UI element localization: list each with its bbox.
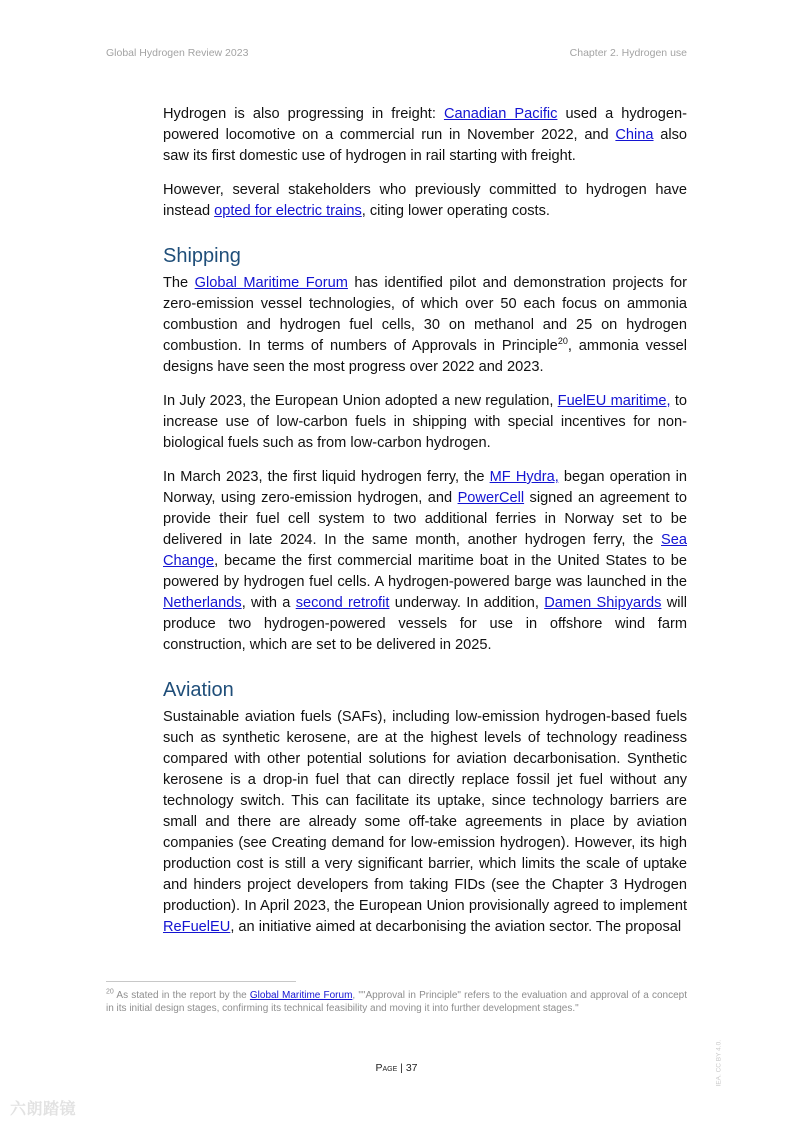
paragraph-shipping-projects: The Global Maritime Forum has identified pilot and demonstration projects for zero-emission vessel technologies, of which over 50 each focus on ammonia combustion and hydrogen fuel cells, 30 on methanol and 25 on hydrogen combustion. In terms of numbers of Approvals in Principle$^{20}$, ammonia vessel designs have seen the most progress over 2022 and 2023. bbox=[163, 275, 688, 375]
main-content bbox=[163, 104, 687, 951]
paragraph-electric-trains: However, several stakeholders who previously committed to hydrogen have instead opted for electric trains, citing lower operating costs. bbox=[163, 182, 687, 219]
footnote-separator bbox=[106, 981, 296, 982]
page-number: Page | 37 bbox=[375, 1062, 418, 1074]
link-second-retrofit[interactable]: second retrofit bbox=[295, 595, 390, 611]
footnote-20: $^{20}$ As stated in the report by the Global Maritime Forum, ""Approval in Principle" refers to the evaluation and approval of a concept in its initial design stages, confirming its technical feasibility and moving it into further development stages." bbox=[106, 988, 687, 1014]
link-powercell[interactable]: PowerCell bbox=[457, 490, 525, 506]
page-number-value: 37 bbox=[405, 1062, 418, 1074]
footnote-link-global-maritime-forum[interactable]: Global Maritime Forum bbox=[249, 990, 353, 1001]
paragraph-hydrogen-ferries: In March 2023, the first liquid hydrogen ferry, the MF Hydra, began operation in Norway, using zero-emission hydrogen, and PowerCell signed an agreement to provide their fuel cell system to two additional ferries in Norway set to be delivered in late 2024. In the same month, another hydrogen ferry, the Sea Change, became the first commercial maritime boat in the United States to be powered by hydrogen fuel cells. A hydrogen-powered barge was launched in the Netherlands, with a second retrofit underway. In addition, Damen Shipyards will produce two hydrogen-powered vessels for use in offshore wind farm construction, which are set to be delivered in 2025. bbox=[163, 469, 687, 653]
link-mf-hydra[interactable]: MF Hydra, bbox=[489, 469, 559, 485]
link-global-maritime-forum[interactable]: Global Maritime Forum bbox=[194, 275, 348, 291]
license-note: IEA. CC BY 4.0. bbox=[715, 1040, 722, 1087]
footnote-ref-20[interactable]: 20 bbox=[557, 336, 568, 347]
running-header-title: Global Hydrogen Review 2023 bbox=[106, 47, 249, 59]
link-fueleu-maritime[interactable]: FuelEU maritime, bbox=[557, 393, 671, 409]
watermark-logo: 六朗踏镜 bbox=[10, 1101, 77, 1118]
heading-aviation: Aviation bbox=[163, 679, 234, 701]
paragraph-rail-freight: Hydrogen is also progressing in freight: Canadian Pacific used a hydrogen-powered locomotive on a commercial run in November 2022, and China also saw its first domestic use of hydrogen in rail starting with freight. bbox=[163, 106, 688, 164]
link-damen-shipyards[interactable]: Damen Shipyards bbox=[544, 595, 662, 611]
link-electric-trains[interactable]: opted for electric trains bbox=[214, 203, 362, 219]
link-sea-change[interactable]: Sea Change bbox=[163, 532, 687, 569]
link-china[interactable]: China bbox=[615, 127, 654, 143]
running-header-chapter: Chapter 2. Hydrogen use bbox=[569, 47, 687, 59]
heading-shipping: Shipping bbox=[163, 245, 241, 267]
paragraph-aviation-safs: Sustainable aviation fuels (SAFs), including low-emission hydrogen-based fuels such as synthetic kerosene, are at the highest levels of technology readiness compared with other potential solutions for aviation decarbonisation. Synthetic kerosene is a drop-in fuel that can directly replace fossil jet fuel without any technology switch. This can facilitate its uptake, since technology barriers are small and there are already some off-take agreements in place by aviation companies (see Creating demand for low-emission hydrogen). However, its high production cost is still a very significant barrier, which limits the scale of uptake and hinders project developers from taking FIDs (see the Chapter 3 Hydrogen production). In April 2023, the European Union provisionally agreed to implement ReFuelEU, an initiative aimed at decarbonising the aviation sector. The proposal bbox=[163, 709, 687, 935]
page-label: Page bbox=[375, 1062, 398, 1074]
link-canadian-pacific[interactable]: Canadian Pacific bbox=[443, 106, 558, 122]
link-netherlands[interactable]: Netherlands bbox=[163, 595, 242, 611]
link-refueleu[interactable]: ReFuelEU bbox=[163, 919, 231, 935]
paragraph-fueleu: In July 2023, the European Union adopted a new regulation, FuelEU maritime, to increase use of low-carbon fuels in shipping with special incentives for non-biological fuels such as from low-carbon hydrogen. bbox=[163, 393, 687, 451]
